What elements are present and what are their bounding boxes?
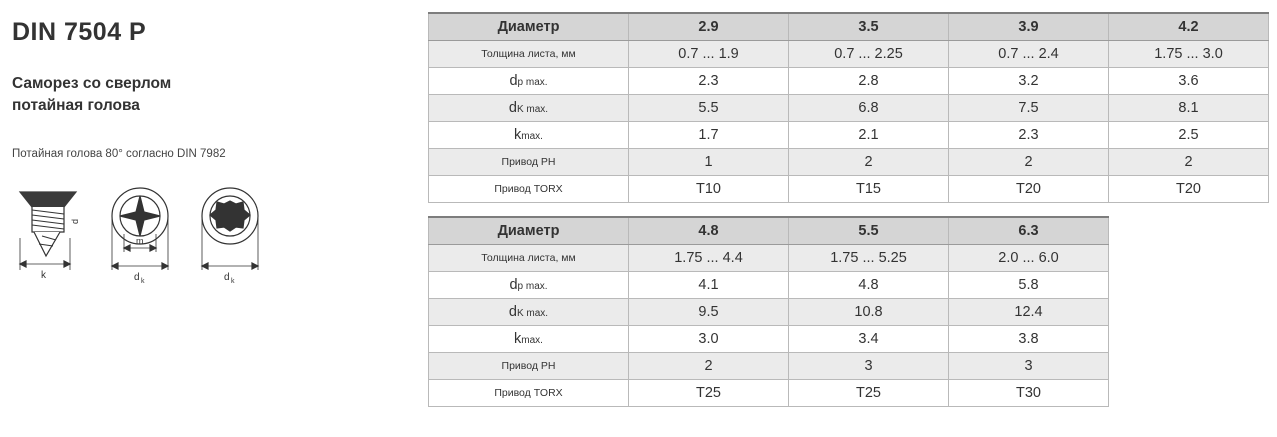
table2-header-col-4-empty [1109,217,1269,245]
table-row [429,176,1269,203]
table1-row1-label: Толщина листа, мм [429,41,629,68]
table1-row4-label [429,122,629,149]
table-row [429,380,1269,407]
table1-row3-val1: 5.5 [629,95,789,122]
table-row [429,272,1269,299]
table-header-row [429,217,1269,245]
table1-row2-val4: 3.6 [1109,68,1269,95]
table1-row3-val3: 7.5 [949,95,1109,122]
table1-row2-val3: 3.2 [949,68,1109,95]
table-row [429,122,1269,149]
table2-header-col-2: 5.5 [789,217,949,245]
table2-row3-label-main: d [508,304,517,320]
standard-note: Потайная голова 80° согласно DIN 7982 [12,147,226,160]
table1-row6-val3: T20 [949,176,1109,203]
table2-row1-val3: 2.0 ... 6.0 [949,245,1109,272]
table1-header-col-1: 2.9 [629,13,789,41]
spec-tables [428,12,1268,407]
table1-row2-label-main: d [509,73,518,89]
table1-row5-val4: 2 [1109,149,1269,176]
table1-row2-val1: 2.3 [629,68,789,95]
table2-row6-val2: T25 [789,380,949,407]
table1-row6-val1: T10 [629,176,789,203]
table2-header-label: Диаметр [429,217,629,245]
table2-row5-val4-empty [1109,353,1269,380]
table2-row1-val4-empty [1109,245,1269,272]
table1-row5-val1: 1 [629,149,789,176]
table1-row6-label: Привод TORX [429,176,629,203]
table2-row5-val3: 3 [949,353,1109,380]
table2-row3-val4-empty [1109,299,1269,326]
table2-row1-label: Толщина листа, мм [429,245,629,272]
table-row [429,68,1269,95]
table2-row1-val2: 1.75 ... 5.25 [789,245,949,272]
table1-row6-val4: T20 [1109,176,1269,203]
dimension-label-dk-torx: d [224,271,230,283]
dimension-label-m: m [136,235,144,246]
table1-row3-label [429,95,629,122]
table1-row1-val3: 0.7 ... 2.4 [949,41,1109,68]
product-subtitle-line1: Саморез со сверлом [12,75,172,92]
product-subtitle [12,73,420,118]
table1-row1-val1: 0.7 ... 1.9 [629,41,789,68]
dimension-label-dk-torx-sub: k [231,277,235,285]
table1-row4-label-sub: max. [521,131,543,142]
table2-row2-val2: 4.8 [789,272,949,299]
table1-row3-val4: 8.1 [1109,95,1269,122]
table-header-row [429,13,1269,41]
table2-row6-val3: T30 [949,380,1109,407]
product-subtitle-line2: потайная голова [12,97,140,115]
table2-row5-val1: 2 [629,353,789,380]
table2-row2-label-sub: p max. [517,281,548,292]
dimension-label-dk-ph: d [134,271,140,283]
table2-row3-label-sub: K max. [516,308,549,319]
table2-row4-val1: 3.0 [629,326,789,353]
table1-header-col-4: 4.2 [1109,13,1269,41]
dimension-label-dk-ph-sub: k [141,277,145,285]
table-row [429,353,1269,380]
table-row [429,299,1269,326]
table1-row4-val4: 2.5 [1109,122,1269,149]
spec-table-1 [428,12,1269,203]
table2-row6-val4-empty [1109,380,1269,407]
table1-row4-val1: 1.7 [629,122,789,149]
table2-row2-val1: 4.1 [629,272,789,299]
table2-header-col-1: 4.8 [629,217,789,245]
screw-drawing-svg [12,174,312,294]
table1-header-label: Диаметр [429,13,629,41]
table1-row1-val2: 0.7 ... 2.25 [789,41,949,68]
table1-row2-label-sub: p max. [517,77,548,88]
table2-row6-val1: T25 [629,380,789,407]
table2-row1-val1: 1.75 ... 4.4 [629,245,789,272]
table1-row3-label-main: d [508,100,517,116]
table1-row5-label: Привод PH [429,149,629,176]
table2-row4-val4-empty [1109,326,1269,353]
table2-row6-label: Привод TORX [429,380,629,407]
table1-row5-val2: 2 [789,149,949,176]
table2-row4-val2: 3.4 [789,326,949,353]
table1-row4-label-main: k [514,127,522,143]
table2-row3-val3: 12.4 [949,299,1109,326]
table2-row2-val4-empty [1109,272,1269,299]
spec-table-2 [428,216,1269,407]
table1-row4-val3: 2.3 [949,122,1109,149]
table2-row2-label [429,272,629,299]
table1-row2-label [429,68,629,95]
table1-row5-val3: 2 [949,149,1109,176]
table-row [429,41,1269,68]
table2-row4-label-main: k [514,331,522,347]
table1-header-col-3: 3.9 [949,13,1109,41]
table1-row1-val4: 1.75 ... 3.0 [1109,41,1269,68]
table2-row3-val2: 10.8 [789,299,949,326]
table-row [429,149,1269,176]
table1-row4-val2: 2.1 [789,122,949,149]
table1-row6-val2: T15 [789,176,949,203]
table2-row4-val3: 3.8 [949,326,1109,353]
table-row [429,95,1269,122]
table2-row4-label [429,326,629,353]
screw-technical-drawing [12,174,312,294]
table2-row3-val1: 9.5 [629,299,789,326]
product-info-panel [0,0,420,437]
table-row [429,326,1269,353]
table2-header-col-3: 6.3 [949,217,1109,245]
page-title: DIN 7504 P [12,18,147,46]
dimension-label-k: k [41,269,46,281]
table1-row2-val2: 2.8 [789,68,949,95]
dimension-label-dp: d [70,218,80,224]
table2-row5-label: Привод PH [429,353,629,380]
table2-row5-val2: 3 [789,353,949,380]
table1-header-col-2: 3.5 [789,13,949,41]
table2-row3-label [429,299,629,326]
table2-row2-label-main: d [509,277,518,293]
table1-row3-val2: 6.8 [789,95,949,122]
table-row [429,245,1269,272]
table1-row3-label-sub: K max. [516,104,549,115]
table2-row4-label-sub: max. [521,335,543,346]
table2-row2-val3: 5.8 [949,272,1109,299]
